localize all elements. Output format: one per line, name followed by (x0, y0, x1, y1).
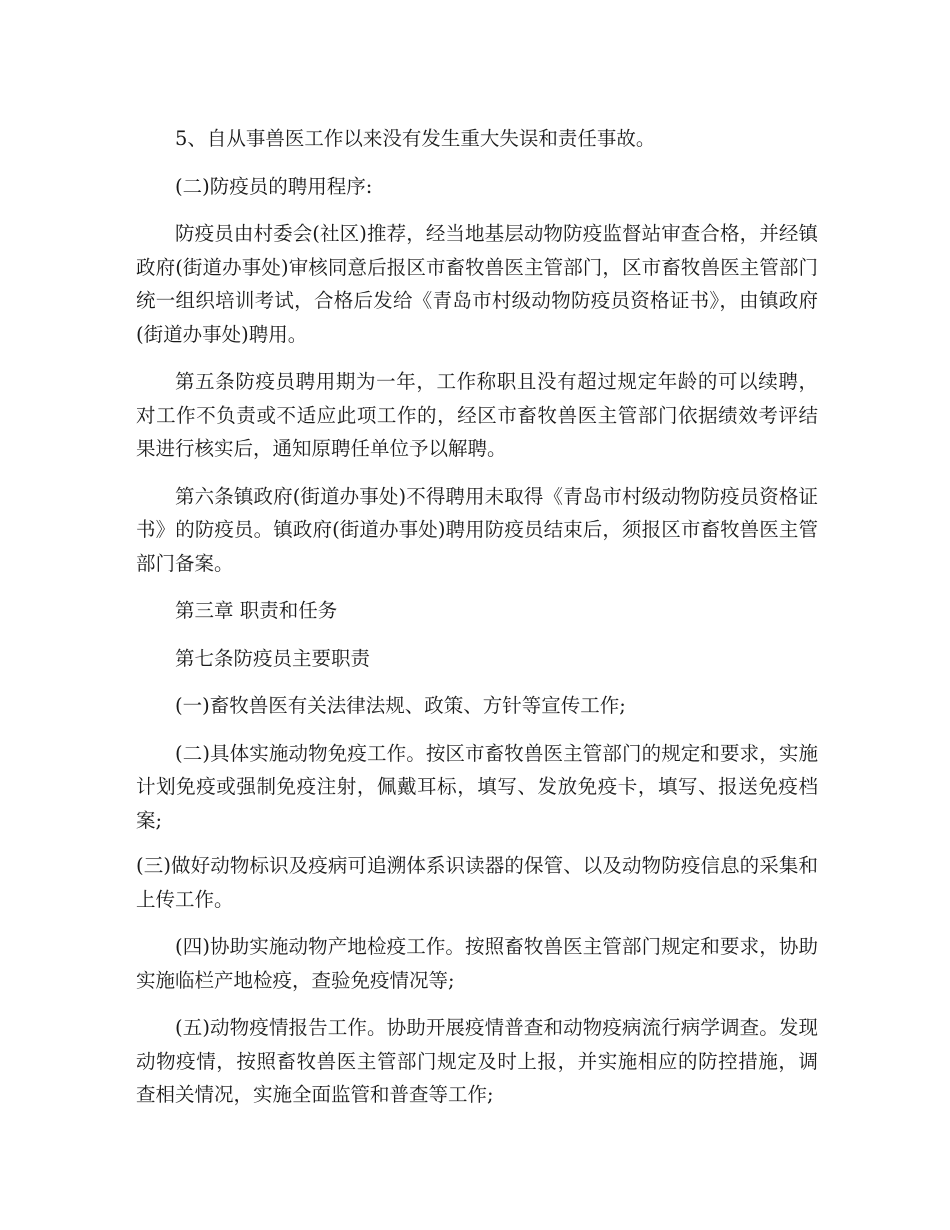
paragraph-qualification-5: 5、自从事兽医工作以来没有发生重大失误和责任事故。 (175, 127, 656, 150)
duty-item-2: (二)具体实施动物免疫工作。按区市畜牧兽医主管部门的规定和要求，实施计划免疫或强制免疫注射，佩戴耳标，填写、发放免疫卡，填写、报送免疫档案; (136, 741, 818, 832)
duty-item-4: (四)协助实施动物产地检疫工作。按照畜牧兽医主管部门规定和要求，协助实施临栏产地检疫，查验免疫情况等; (136, 935, 818, 992)
chapter-3-heading: 第三章 职责和任务 (175, 599, 338, 622)
paragraph-article-6: 第六条镇政府(街道办事处)不得聘用未取得《青岛市村级动物防疫员资格证书》的防疫员。镇政府(街道办事处)聘用防疫员结束后，须报区市畜牧兽医主管部门备案。 (136, 484, 818, 575)
paragraph-article-5: 第五条防疫员聘用期为一年，工作称职且没有超过规定年龄的可以续聘，对工作不负责或不适应此项工作的，经区市畜牧兽医主管部门依据绩效考评结果进行核实后，通知原聘任单位予以解聘。 (136, 370, 818, 460)
duty-item-5: (五)动物疫情报告工作。协助开展疫情普查和动物疫病流行病学调查。发现动物疫情，按照畜牧兽医主管部门规定及时上报，并实施相应的防控措施，调查相关情况，实施全面监管和普查等工作; (136, 1016, 818, 1106)
paragraph-hiring-procedure: 防疫员由村委会(社区)推荐，经当地基层动物防疫监督站审查合格，并经镇政府(街道办事处)审核同意后报区市畜牧兽医主管部门，区市畜牧兽医主管部门统一组织培训考试，合格后发给《青岛市村级动物防疫员资格证书》，由镇政府(街道办事处)聘用。 (136, 222, 818, 346)
paragraph-article-7: 第七条防疫员主要职责 (175, 646, 371, 670)
duty-item-3: (三)做好动物标识及疫病可追溯体系识读器的保管、以及动物防疫信息的采集和上传工作。 (136, 854, 818, 911)
duty-item-1: (一)畜牧兽医有关法律法规、政策、方针等宣传工作; (175, 694, 626, 717)
document-body (136, 122, 818, 1126)
paragraph-hiring-procedure-heading: (二)防疫员的聘用程序: (175, 174, 373, 198)
